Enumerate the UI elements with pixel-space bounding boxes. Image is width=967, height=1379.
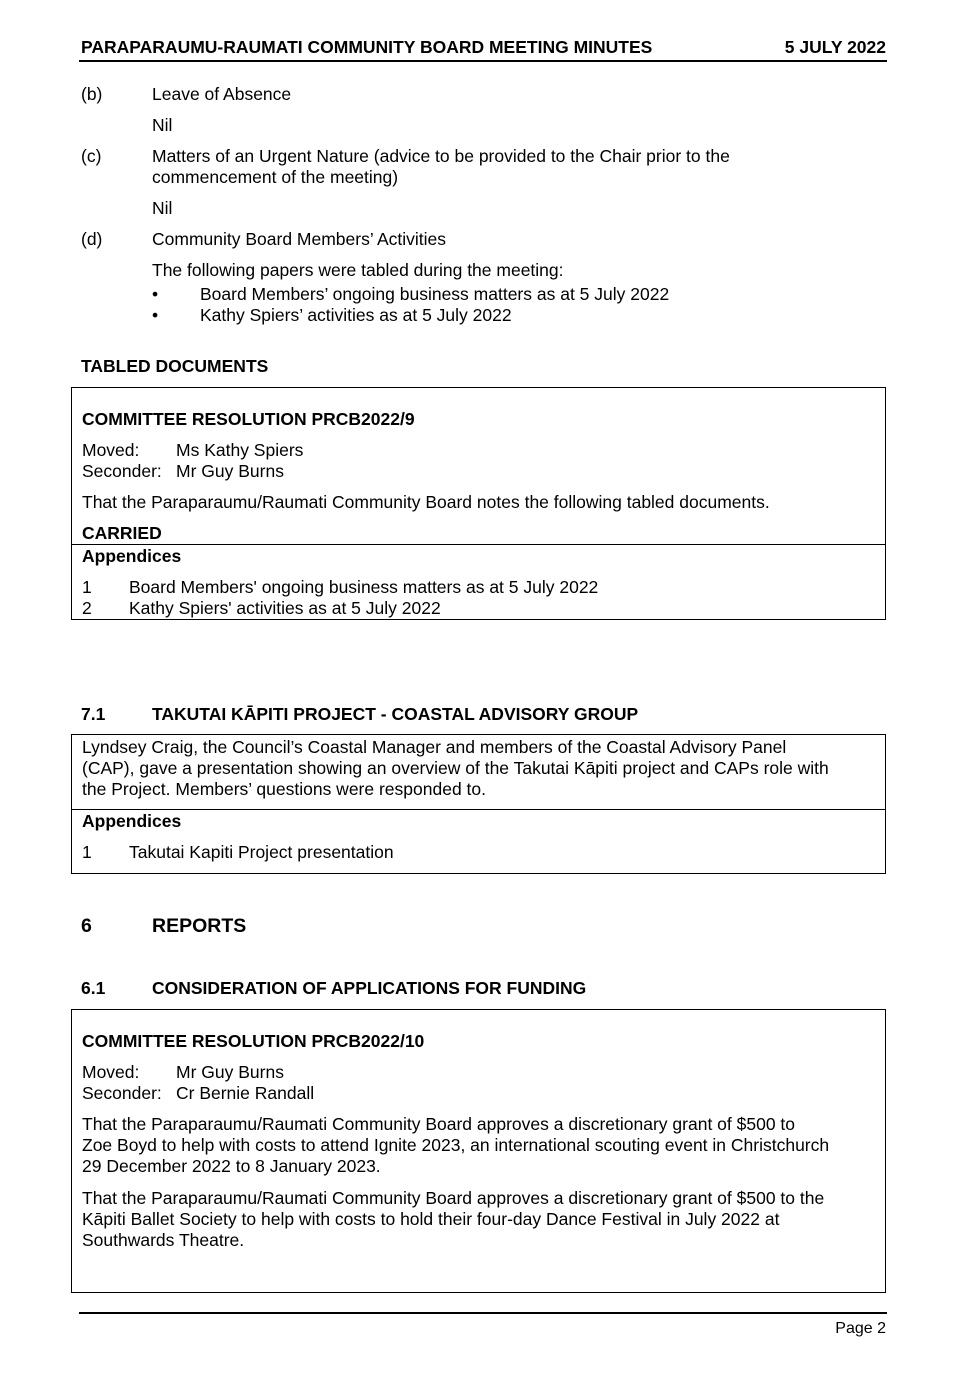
bullet-list-item xyxy=(152,284,669,305)
appendix-number: 1 xyxy=(82,842,92,862)
header-divider xyxy=(79,60,887,62)
appendices-title: Appendices xyxy=(82,811,182,831)
seconder-label: Seconder: xyxy=(82,461,162,481)
header-title: PARAPARAUMU-RAUMATI COMMUNITY BOARD MEETING MINUTES xyxy=(81,37,653,57)
bullet-text: Board Members’ ongoing business matters as at 5 July 2022 xyxy=(200,284,670,304)
section-6-1-number: 6.1 xyxy=(81,978,106,998)
section-7-1-text-line: (CAP), gave a presentation showing an overview of the Takutai Kāpiti project and CAPs role with xyxy=(82,758,829,778)
section-7-1-title: TAKUTAI KĀPITI PROJECT - COASTAL ADVISORY GROUP xyxy=(152,704,639,724)
grant-paragraph-line: 29 December 2022 to 8 January 2023. xyxy=(82,1156,381,1176)
section-6-number: 6 xyxy=(81,915,92,937)
seconder-value: Cr Bernie Randall xyxy=(176,1083,315,1103)
grant-paragraph-line: Southwards Theatre. xyxy=(82,1230,245,1250)
grant-paragraph-line: Zoe Boyd to help with costs to attend Ignite 2023, an international scouting event in Christchurch xyxy=(82,1135,830,1155)
item-b-title: Leave of Absence xyxy=(152,84,292,104)
moved-value: Mr Guy Burns xyxy=(176,1062,284,1082)
appendices-title: Appendices xyxy=(82,546,182,566)
seconder-label: Seconder: xyxy=(82,1083,162,1103)
bullet-icon: • xyxy=(152,284,159,304)
section-7-1-number: 7.1 xyxy=(81,704,106,724)
resolution-text: That the Paraparaumu/Raumati Community Board notes the following tabled documents. xyxy=(82,492,770,512)
grant-paragraph-line: That the Paraparaumu/Raumati Community Board approves a discretionary grant of $500 to the xyxy=(82,1188,825,1208)
moved-label: Moved: xyxy=(82,1062,140,1082)
section-7-1-text-line: Lyndsey Craig, the Council’s Coastal Manager and members of the Coastal Advisory Panel xyxy=(82,737,787,757)
seconder-value: Mr Guy Burns xyxy=(176,461,284,481)
section-7-1-text-line: the Project. Members’ questions were responded to. xyxy=(82,779,487,799)
header-date: 5 JULY 2022 xyxy=(784,37,886,57)
item-d-title: Community Board Members’ Activities xyxy=(152,229,447,249)
appendix-text: Kathy Spiers' activities as at 5 July 2022 xyxy=(129,598,441,618)
box-divider xyxy=(71,809,886,810)
appendix-text: Takutai Kapiti Project presentation xyxy=(129,842,394,862)
item-c-body: Nil xyxy=(152,198,173,218)
bullet-list-item xyxy=(152,305,512,326)
tabled-heading: TABLED DOCUMENTS xyxy=(81,356,269,376)
resolution-title: COMMITTEE RESOLUTION PRCB2022/9 xyxy=(82,409,415,429)
resolution-title: COMMITTEE RESOLUTION PRCB2022/10 xyxy=(82,1031,425,1051)
appendix-number: 2 xyxy=(82,598,92,618)
page-number: Page 2 xyxy=(835,1320,886,1337)
footer-divider xyxy=(79,1312,887,1314)
item-c-title-line1: Matters of an Urgent Nature (advice to be provided to the Chair prior to the xyxy=(152,146,730,166)
box-divider xyxy=(71,544,886,545)
item-c-label: (c) xyxy=(81,146,102,166)
item-d-label: (d) xyxy=(81,229,103,249)
bullet-icon: • xyxy=(152,305,159,325)
item-c-title-line2: commencement of the meeting) xyxy=(152,167,399,187)
bullet-text: Kathy Spiers’ activities as at 5 July 2022 xyxy=(200,305,512,325)
carried-label: CARRIED xyxy=(82,523,162,543)
item-b-label: (b) xyxy=(81,84,103,104)
grant-paragraph-line: That the Paraparaumu/Raumati Community Board approves a discretionary grant of $500 to xyxy=(82,1114,796,1134)
item-b-body: Nil xyxy=(152,115,173,135)
item-d-intro: The following papers were tabled during the meeting: xyxy=(152,260,564,280)
moved-label: Moved: xyxy=(82,440,140,460)
appendix-text: Board Members' ongoing business matters as at 5 July 2022 xyxy=(129,577,599,597)
grant-paragraph-line: Kāpiti Ballet Society to help with costs to hold their four-day Dance Festival in July 2022 at xyxy=(82,1209,780,1229)
section-6-title: REPORTS xyxy=(152,915,247,937)
moved-value: Ms Kathy Spiers xyxy=(176,440,304,460)
appendix-number: 1 xyxy=(82,577,92,597)
section-6-1-title: CONSIDERATION OF APPLICATIONS FOR FUNDING xyxy=(152,978,587,998)
